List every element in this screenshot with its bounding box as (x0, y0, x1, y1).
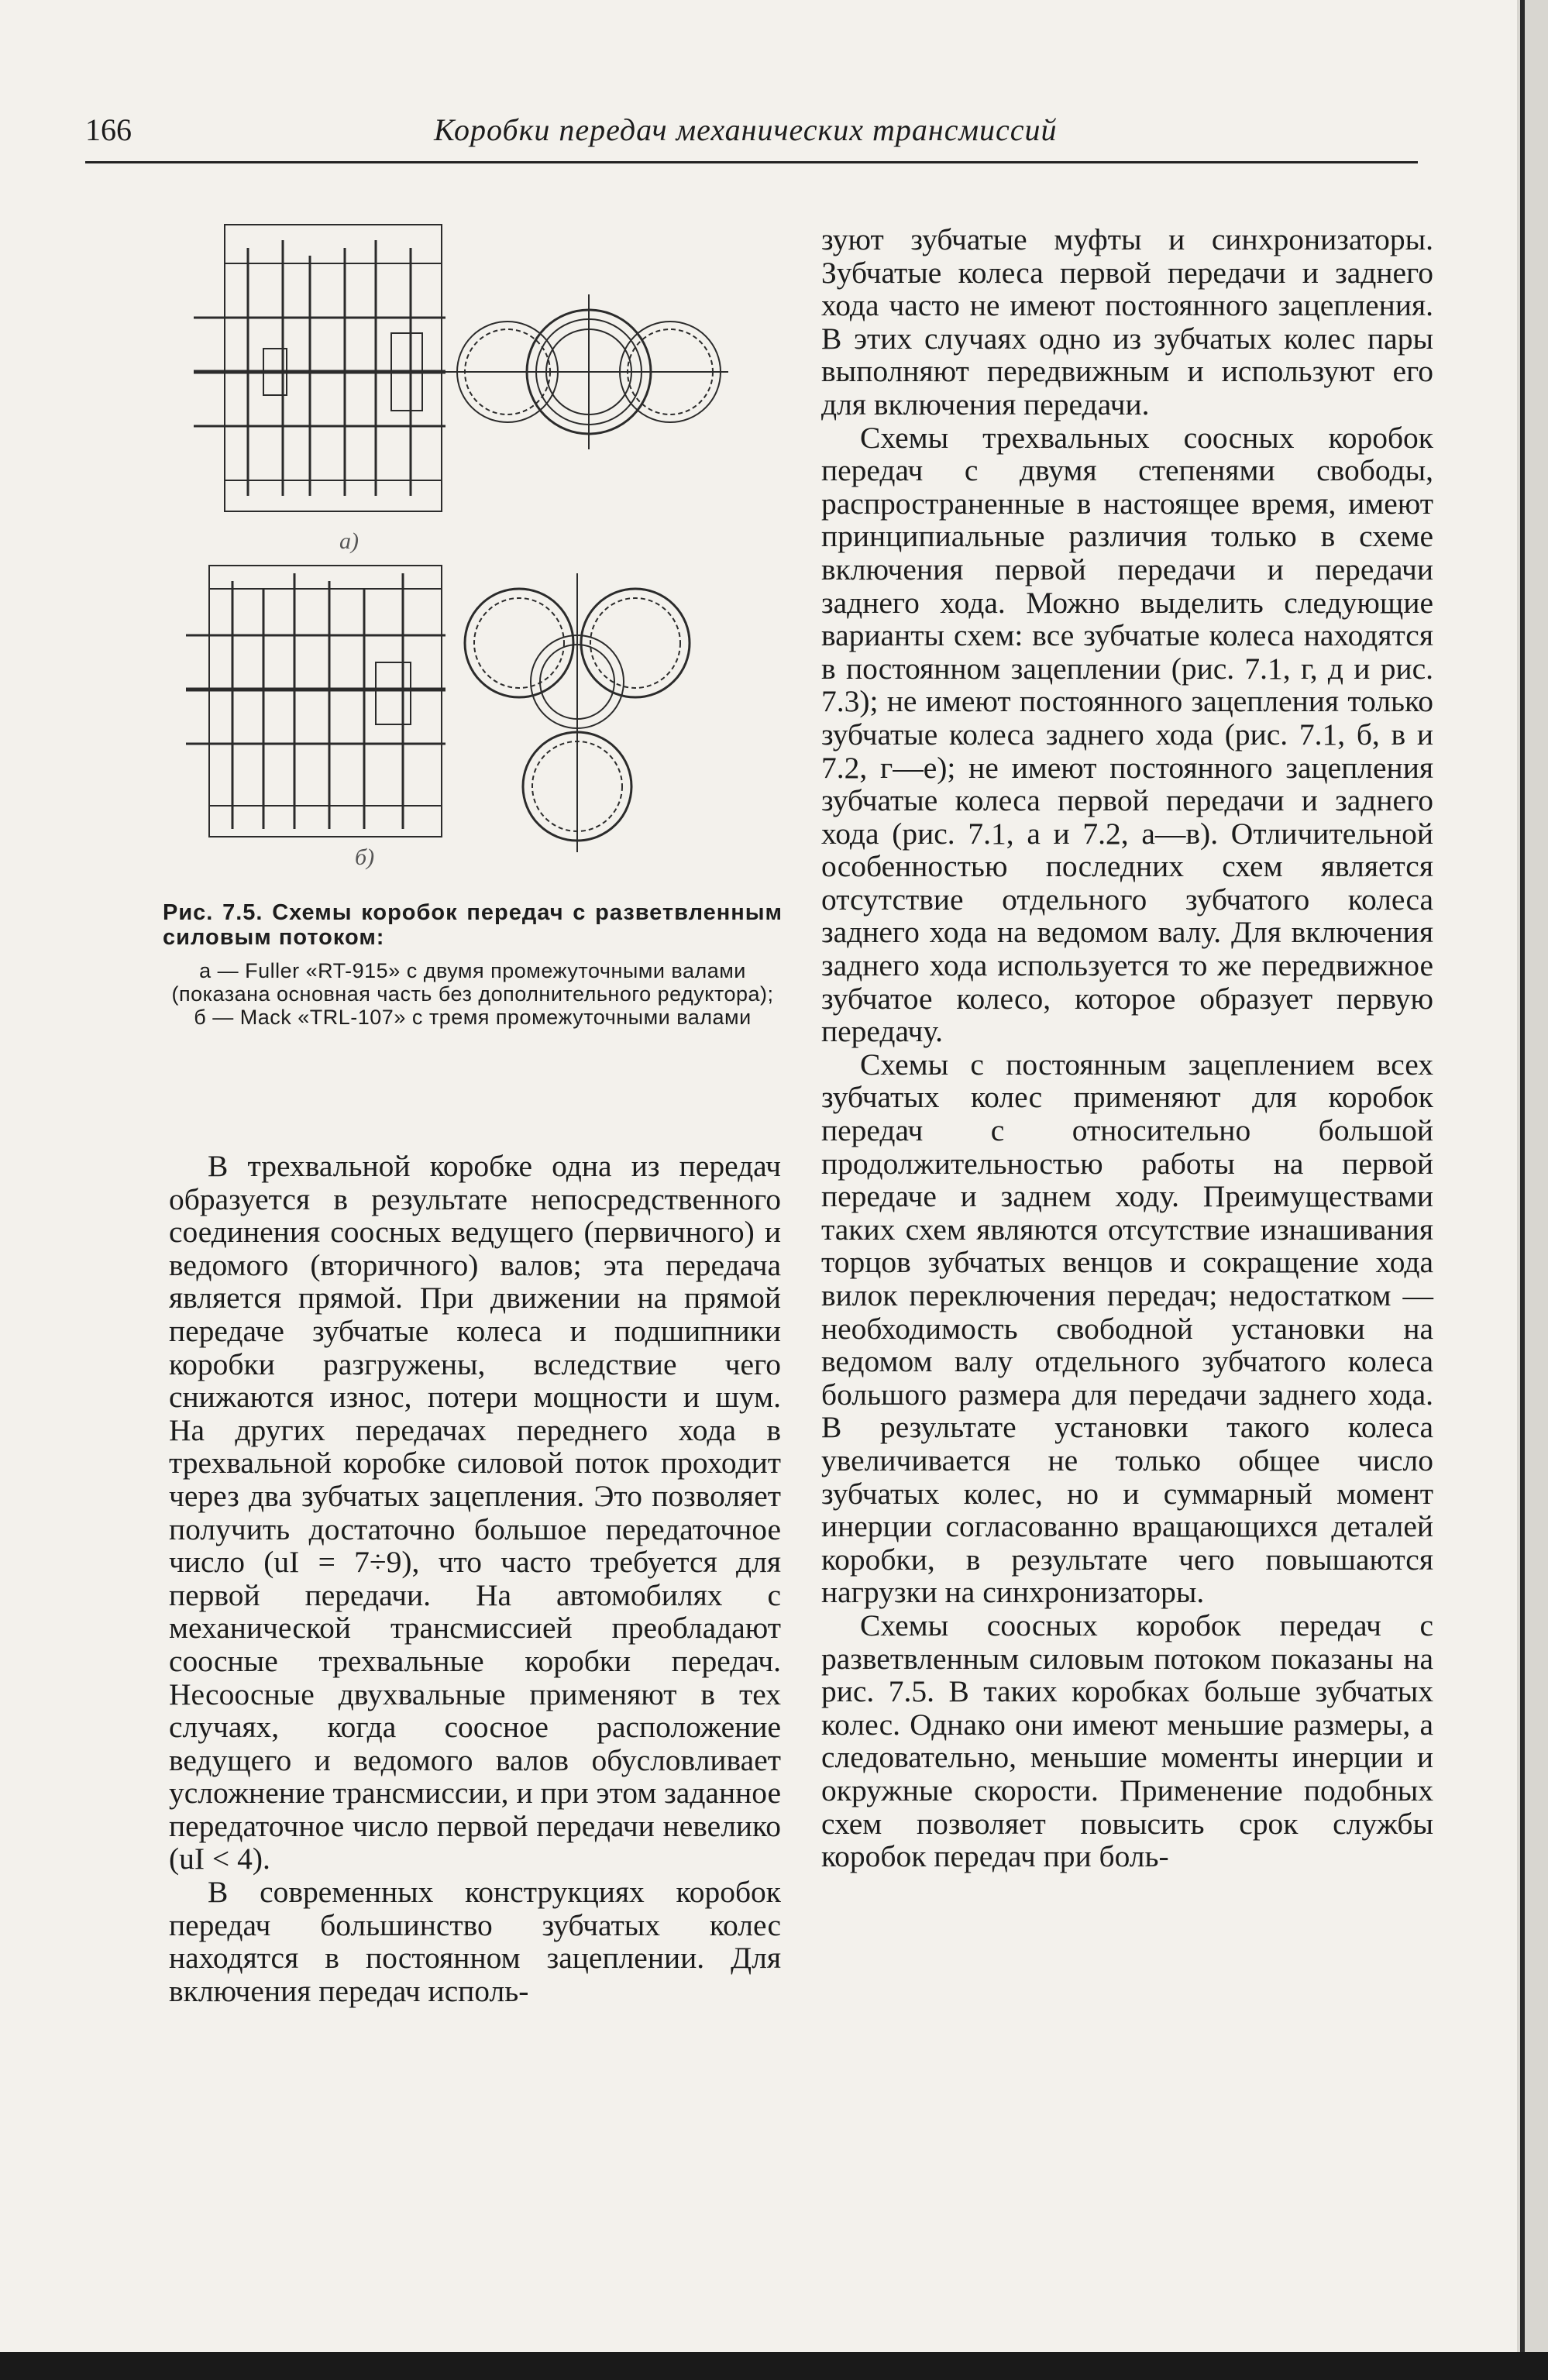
left-text-column (169, 1150, 781, 2007)
figure-label-b: б) (355, 844, 375, 870)
figure-caption (163, 900, 783, 1029)
scheme-b-shaft-diagram (186, 566, 445, 837)
binding-line (1520, 0, 1525, 2380)
caption-body: а — Fuller «RT-915» с двумя промежуточными валами (показана основная часть без дополнительного редуктора); б — Mack «TRL-107» с тремя промежуточными валами (171, 959, 774, 1029)
scheme-a-gear-circles (442, 294, 728, 449)
gearbox-schematics (178, 217, 736, 891)
paragraph: Схемы с постоянным зацеплением всех зубчатых колес применяют для коробок передач с относительно большой продолжительностью работы на первой передаче и заднем ходу. Преимуществами таких схем являются отсутствие изнашивания торцов зубчатых венцов и сокращение хода вилок переключения передач; недостатком — необходимость свободной установки на ведомом валу отдельного зубчатого колеса большого размера для передачи заднего хода. В результате установки такого колеса увеличивается не только общее число зубчатых колес, но и суммарный момент инерции согласованно вращающихся деталей коробки, в результате чего повышаются нагрузки на синхронизаторы. (821, 1047, 1433, 1610)
figure-7-5 (178, 217, 736, 891)
right-text-column (821, 223, 1433, 1873)
paragraph: Схемы трехвальных соосных коробок передач с двумя степенями свободы, распространенные в настоящее время, имеют принципиальные различия только в схеме включения первой передачи и передачи заднего хода. Можно выделить следующие варианты схем: все зубчатые колеса находятся в постоянном зацеплении (рис. 7.1, г, д и рис. 7.3); не имеют постоянного зацепления только зубчатые колеса заднего хода (рис. 7.1, б, в и 7.2, г—е); не имеют постоянного зацепления зубчатые колеса первой передачи и заднего хода (рис. 7.1, а и 7.2, а—в). Отличительной особенностью последних схем является отсутствие отдельного зубчатого колеса заднего хода на ведомом валу. Для включения заднего хода используется то же передвижное зубчатое колесо, которое образует первую передачу. (821, 420, 1433, 1049)
scheme-b-gear-circles (465, 573, 690, 852)
header-rule (85, 161, 1418, 163)
page-number: 166 (85, 112, 132, 147)
scheme-a-shaft-diagram (194, 225, 445, 511)
paragraph: В трехвальной коробке одна из передач образуется в результате непосредственного соединения соосных ведущего (первичного) и ведомого (вторичного) валов; эта передача является прямой. При движении на прямой передаче зубчатые колеса и подшипники коробки разгружены, вследствие чего снижаются износ, потери мощности и шум. На других передачах переднего хода в трехвальной коробке силовой поток проходит через два зубчатых зацепления. Это позволяет получить достаточно большое передаточное число (uI = 7÷9), что часто требуется для первой передачи. На автомобилях с механической трансмиссией преобладают соосные трехвальные коробки передач. Несоосные двухвальные применяют в тех случаях, когда соосное расположение ведущего и ведомого валов обусловливает усложнение трансмиссии, и при этом заданное передаточное число первой передачи невелико (uI < 4). (169, 1149, 781, 1876)
figure-label-a: а) (339, 528, 359, 554)
paragraph: Схемы соосных коробок передач с разветвленным силовым потоком показаны на рис. 7.5. В таких коробках больше зубчатых колес. Однако они имеют меньшие размеры, а следовательно, меньшие моменты инерции и окружные скорости. Применение подобных схем позволяет повысить срок службы коробок передач при боль- (821, 1608, 1433, 1874)
running-title: Коробки передач механических трансмиссий (434, 112, 1058, 147)
caption-title: Рис. 7.5. Схемы коробок передач с разветвленным силовым потоком: (163, 900, 783, 950)
paragraph: зуют зубчатые муфты и синхронизаторы. Зубчатые колеса первой передачи и заднего хода часто не имеют постоянного зацепления. В этих случаях одно из зубчатых колес пары выполняют передвижным и используют его для включения передачи. (821, 222, 1433, 421)
paragraph: В современных конструкциях коробок передач большинство зубчатых колес находятся в постоянном зацеплении. Для включения передач исполь- (169, 1875, 781, 2008)
page-edge-bottom (0, 2352, 1548, 2380)
